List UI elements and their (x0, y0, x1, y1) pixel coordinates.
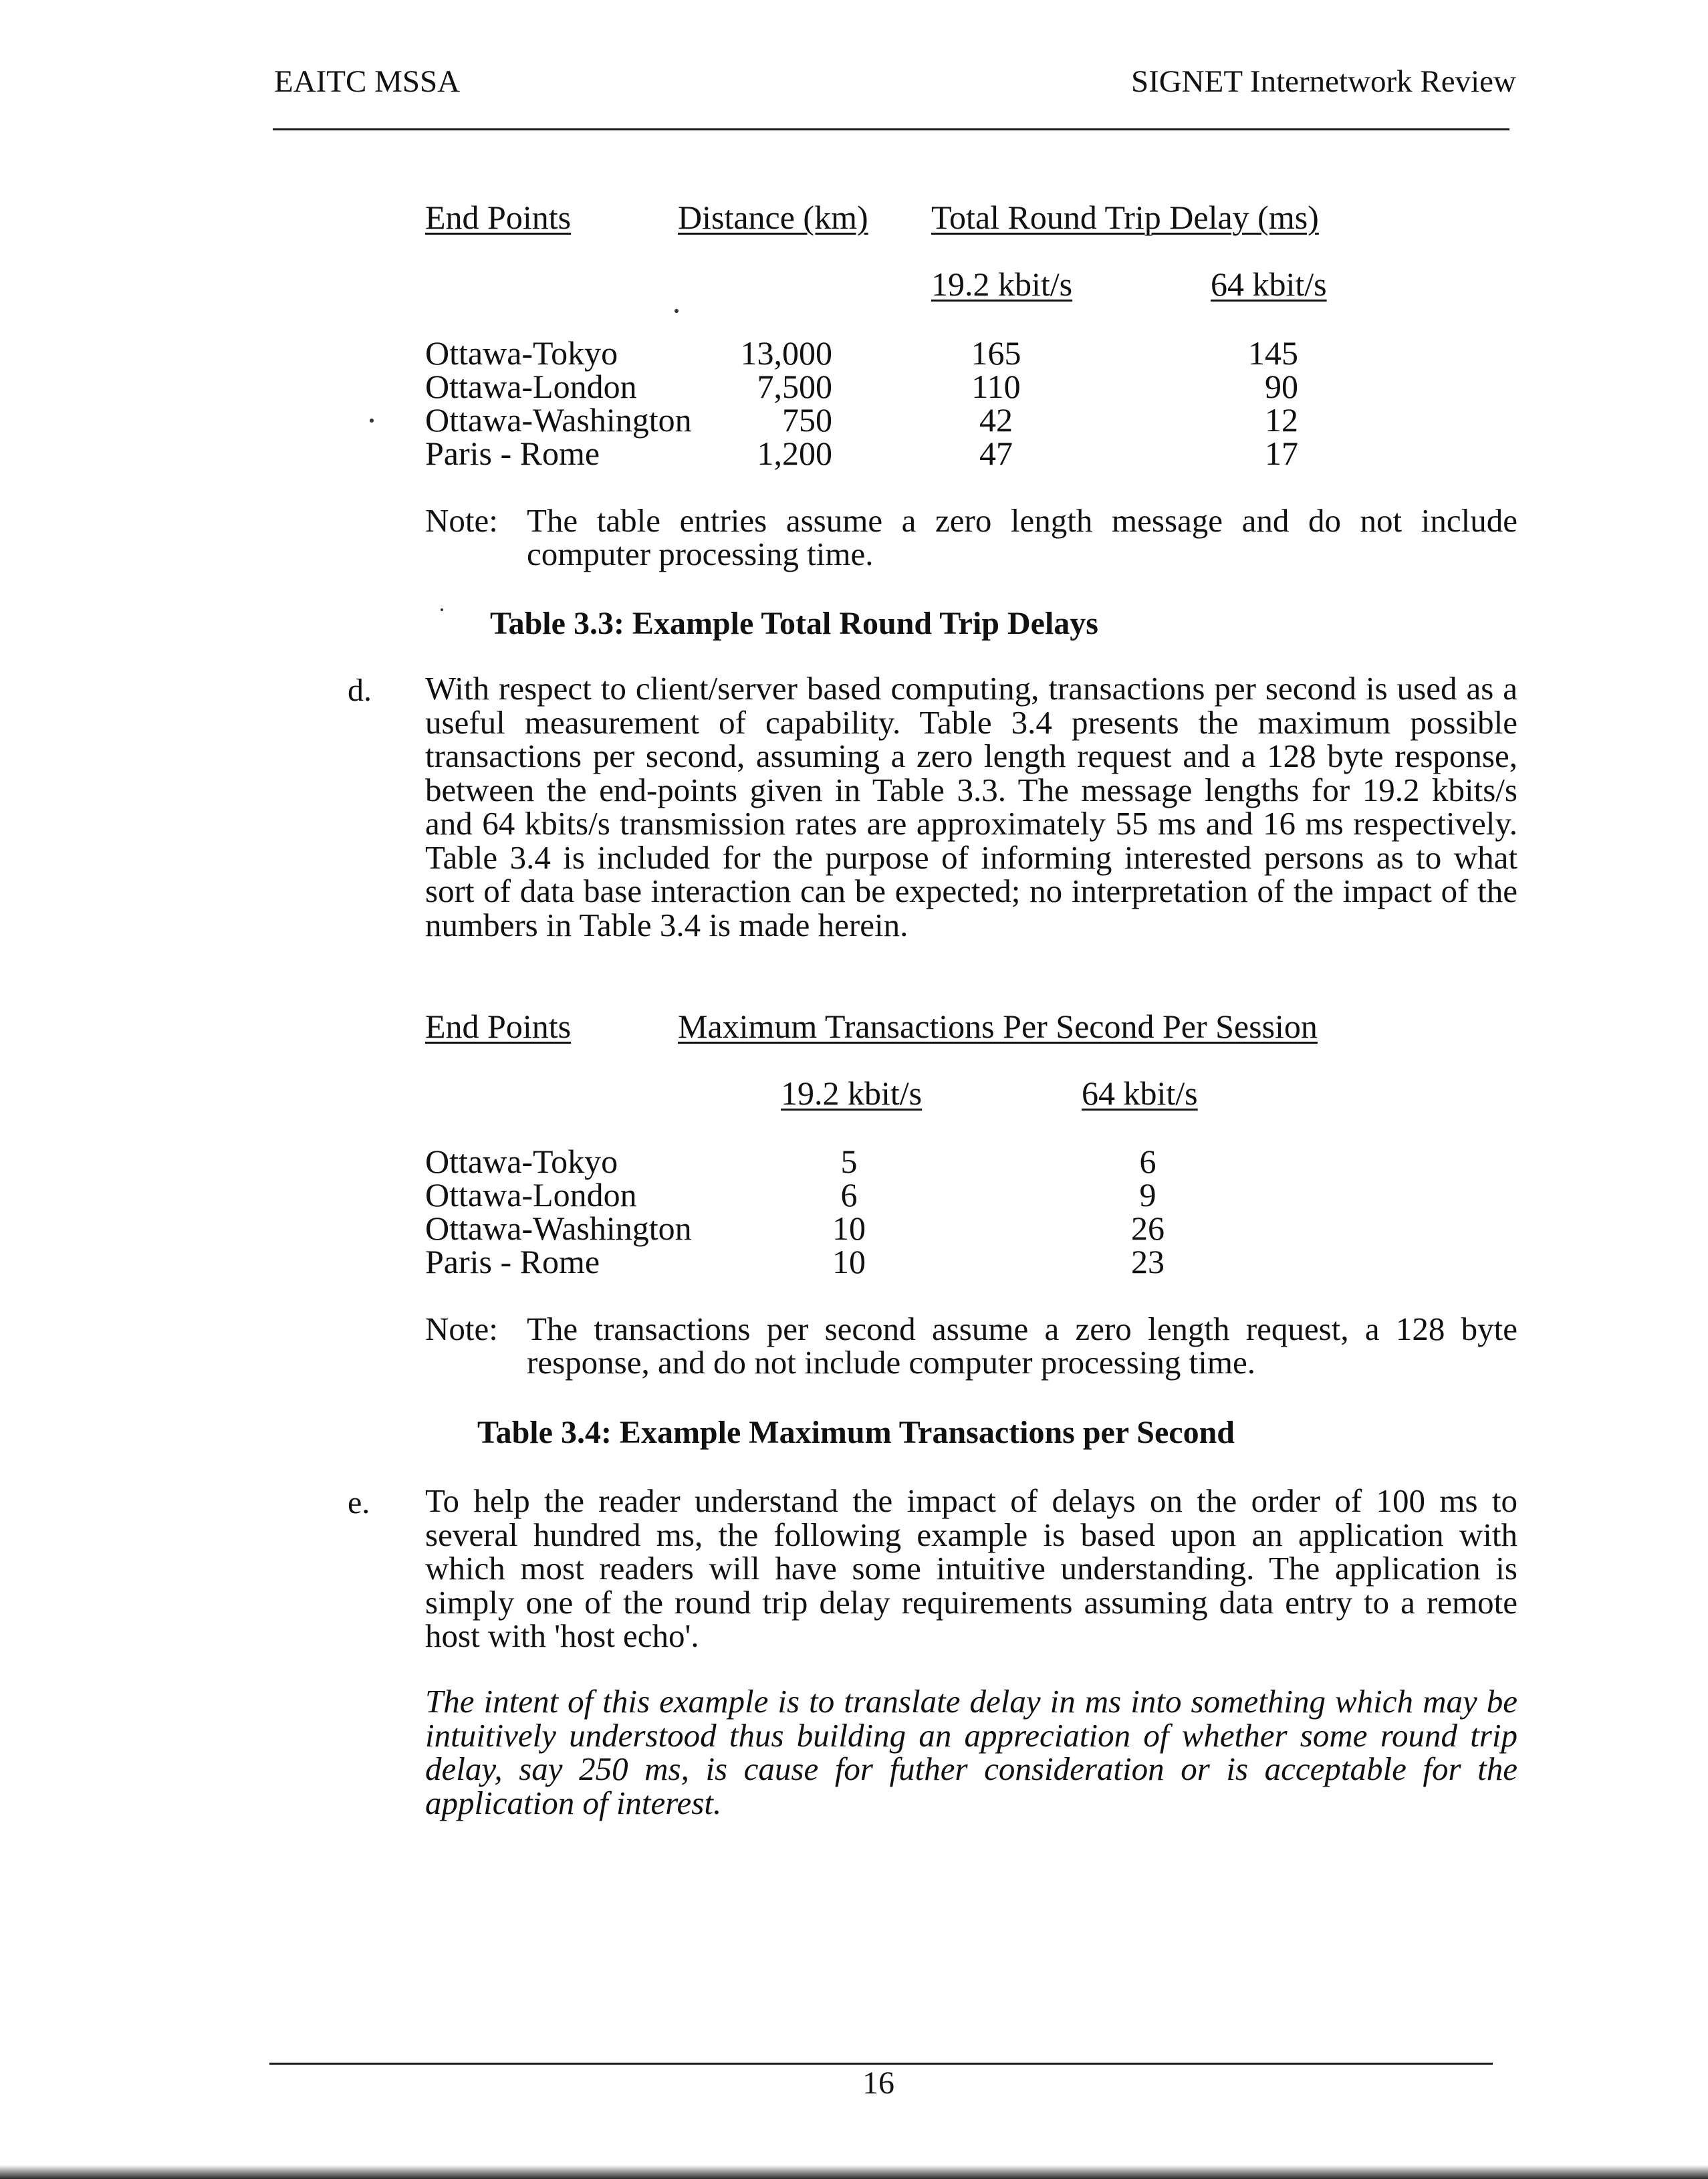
list-marker-e: e. (348, 1485, 370, 1520)
endpoint-cell: Ottawa-Washington (425, 1210, 692, 1247)
delay-192-cell: 165 (971, 334, 1021, 372)
table-caption: Table 3.3: Example Total Round Trip Delays (490, 606, 1098, 641)
paragraph-d: With respect to client/server based computing, transactions per second is used as a useful measurement of capability. Table 3.4 presents the maximum possible transactions per second, assuming a zero length request and a 128 byte response, between the end-points given in Table 3.3. The message lengths for 19.2 kbits/s and 64 kbits/s transmission rates are approximately 55 ms and 16 ms respectively. Table 3.4 is included for the purpose of informing interested persons as to what sort of data base interaction can be expected; no interpretation of the impact of the numbers in Table 3.4 is made herein. (425, 670, 1517, 943)
delay-192-cell: 110 (971, 368, 1021, 405)
scan-speck (675, 309, 679, 313)
page-number: 16 (862, 2065, 894, 2101)
distance-cell: 13,000 (740, 334, 832, 372)
tps-192-cell: 10 (832, 1210, 866, 1247)
note-text: The transactions per second assume a zero length request, a 128 byte response, and do not include computer processing time. (527, 1310, 1517, 1381)
note-text: The table entries assume a zero length message and do not include computer processing time. (527, 502, 1517, 572)
subheader-64: 64 kbit/s (1211, 265, 1327, 303)
delay-64-cell: 145 (1248, 334, 1298, 372)
tps-192-cell: 5 (840, 1143, 858, 1180)
paragraph-e: To help the reader understand the impact of delays on the order of 100 ms to several hundred ms, the following example is based upon an application with which most readers will have some intuitive understanding. The application is simply one of the round trip delay requirements assuming data entry to a remote host with 'host echo'. (425, 1482, 1517, 1654)
delay-64-cell: 17 (1265, 435, 1298, 472)
distance-cell: 1,200 (757, 435, 832, 472)
endpoint-cell: Paris - Rome (425, 1243, 600, 1280)
tps-64-cell: 23 (1131, 1243, 1165, 1280)
table-caption: Table 3.4: Example Maximum Transactions per Second (477, 1415, 1235, 1450)
delay-64-cell: 12 (1265, 401, 1298, 439)
endpoint-cell: Ottawa-London (425, 368, 637, 405)
subheader-64: 64 kbit/s (1082, 1074, 1198, 1112)
table-note (425, 1312, 1517, 1379)
paragraph-e-italic: The intent of this example is to translate delay in ms into something which may be intuitively understood thus building an appreciation of whether some round trip delay, say 250 ms, is cause for futher consideration or is acceptable for the application of interest. (425, 1683, 1517, 1821)
note-label: Note: (425, 502, 498, 539)
tps-192-cell: 6 (840, 1176, 858, 1214)
endpoint-cell: Ottawa-London (425, 1176, 637, 1214)
delay-64-cell: 90 (1265, 368, 1298, 405)
endpoint-cell: Ottawa-Tokyo (425, 334, 618, 372)
distance-cell: 7,500 (757, 368, 832, 405)
endpoint-cell: Ottawa-Tokyo (425, 1143, 618, 1180)
scan-speck (370, 419, 374, 423)
tps-64-cell: 9 (1139, 1176, 1156, 1214)
header-rule (273, 128, 1509, 130)
tps-64-cell: 6 (1139, 1143, 1156, 1180)
tps-192-cell: 10 (832, 1243, 866, 1280)
col-header-endpoints: End Points (425, 199, 572, 236)
header-left: EAITC MSSA (274, 64, 461, 99)
note-label: Note: (425, 1310, 498, 1347)
col-header-endpoints: End Points (425, 1008, 572, 1045)
scan-speck (441, 608, 443, 611)
subheader-19-2: 19.2 kbit/s (931, 265, 1073, 303)
scan-bottom-edge (0, 2165, 1708, 2179)
tps-64-cell: 26 (1131, 1210, 1165, 1247)
table-note (425, 504, 1517, 571)
list-marker-d: d. (348, 673, 372, 708)
col-header-max-transactions: Maximum Transactions Per Second Per Session (678, 1008, 1318, 1045)
endpoint-cell: Paris - Rome (425, 435, 600, 472)
endpoint-cell: Ottawa-Washington (425, 401, 692, 439)
col-header-distance: Distance (km) (678, 199, 868, 236)
delay-192-cell: 47 (979, 435, 1013, 472)
header-right: SIGNET Internetwork Review (1130, 64, 1516, 99)
delay-192-cell: 42 (979, 401, 1013, 439)
distance-cell: 750 (782, 401, 832, 439)
subheader-19-2: 19.2 kbit/s (781, 1074, 923, 1112)
col-header-delay: Total Round Trip Delay (ms) (931, 199, 1319, 236)
